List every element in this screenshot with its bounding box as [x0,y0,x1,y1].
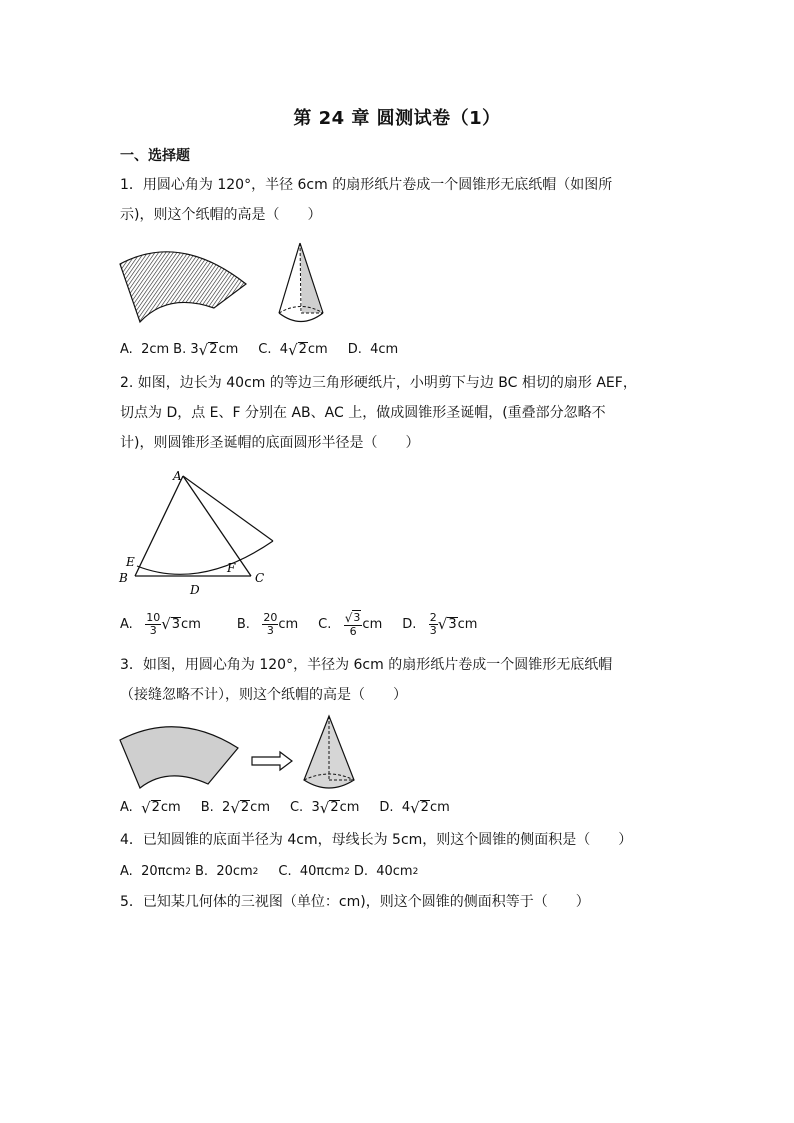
q3-sector-figure [118,718,243,790]
q5-text-line-1: 5．已知某几何体的三视图（单位：cm)，则这个圆锥的侧面积等于（ ） [120,894,590,910]
option-unit: cm [181,616,201,632]
q2-option-c[interactable] [318,610,382,638]
label-f: F [227,561,236,575]
option-value: 40cm [376,864,413,879]
q2-options [120,610,477,638]
exponent: 2 [185,866,191,877]
option-label: A. [120,800,133,815]
option-coef: 2 [222,800,231,815]
q2-triangle-figure [115,466,280,598]
q4-text-line-1: 4．已知圆锥的底面半径为 4cm，母线长为 5cm，则这个圆锥的侧面积是（ ） [120,832,633,848]
option-unit: cm [457,616,478,632]
q2-option-a[interactable] [120,612,201,637]
option-unit: cm [160,800,181,815]
fraction: $\frac{2}{3}$ [429,610,437,637]
q1-option-c[interactable] [258,342,327,357]
q4-options [120,864,418,879]
option-label: C. [258,342,272,357]
option-label: D. [353,864,368,879]
q2-text-line-2: 切点为 D，点 E、F 分别在 AB、AC 上，做成圆锥形圣诞帽，(重叠部分忽略不 [120,405,606,421]
sqrt-symbol: √ 2 [141,798,160,817]
option-label: A. [120,342,133,357]
sqrt-symbol: √ 3 [344,610,361,625]
option-label: B. [194,864,209,879]
q3-text-line-1: 3．如图，用圆心角为 120°，半径为 6cm 的扇形纸片卷成一个圆锥形无底纸帽 [120,657,613,673]
fraction: $\frac{10}{3}$ [146,610,161,637]
label-c: C [255,571,265,585]
q1-sector-figure [118,242,253,327]
q2-text-line-3: 计)，则圆锥形圣诞帽的底面圆形半径是（ ） [120,435,420,451]
option-label: C. [278,864,292,879]
q2-option-b[interactable] [237,612,298,637]
arrow-right-icon [250,750,294,772]
exponent: 2 [412,866,419,877]
q2-text-line-1: 2. 如图，边长为 40cm 的等边三角形硬纸片，小明剪下与边 BC 相切的扇形 AEF， [120,375,637,391]
sqrt-symbol: √ 2 [230,798,250,817]
option-value: 4cm [370,342,399,357]
q3-cone-figure [298,712,360,798]
option-value: 20cm [216,864,253,879]
q3-option-d[interactable] [379,800,449,815]
q1-options [120,342,398,357]
option-label: B. [236,616,250,632]
label-d: D [190,583,200,597]
option-unit: cm [362,616,383,632]
option-label: D. [347,342,362,357]
option-label: A. [120,616,133,632]
q3-option-b[interactable] [201,800,270,815]
sqrt-symbol: √ 2 [410,798,429,817]
option-label: B. [173,342,187,357]
sqrt-symbol: √ 2 [198,340,218,359]
label-e: E [126,555,135,569]
option-label: C. [318,616,332,632]
option-value: 2cm [141,342,170,357]
label-b: B [119,571,128,585]
q1-text-line-1: 1．用圆心角为 120°，半径 6cm 的扇形纸片卷成一个圆锥形无底纸帽（如图所 [120,177,613,193]
option-coef: 4 [401,800,411,815]
sqrt-symbol: √ 2 [319,798,339,817]
q1-option-b[interactable] [173,342,238,357]
sqrt-symbol: √ 3 [161,615,181,633]
label-a: A [173,469,182,483]
option-label: A. [120,864,133,879]
option-coef: 3 [190,342,199,357]
q4-option-a[interactable] [120,864,191,879]
option-label: B. [200,800,214,815]
option-unit: cm [429,800,450,815]
fraction: $\frac{20}{3}$ [263,610,278,637]
q1-text-line-2: 示)，则这个纸帽的高是（ ） [120,207,322,223]
section-heading: 一、选择题 [120,148,190,164]
q3-option-c[interactable] [290,800,359,815]
option-unit: cm [250,800,270,815]
option-label: D. [379,800,394,815]
option-value: 20πcm [141,864,186,879]
option-unit: cm [307,342,328,357]
option-unit: cm [278,616,299,632]
q3-option-a[interactable] [120,800,181,815]
option-coef: 4 [279,342,289,357]
exponent: 2 [252,866,259,877]
option-unit: cm [218,342,239,357]
option-label: D. [402,616,417,632]
q1-option-d[interactable] [348,342,399,357]
q1-option-a[interactable] [120,342,169,357]
q3-text-line-2: （接缝忽略不计），则这个纸帽的高是（ ） [120,687,407,703]
option-label: C. [289,800,304,815]
sqrt-symbol: √ 2 [288,340,307,359]
sqrt-symbol: √ 3 [437,615,457,633]
option-unit: cm [339,800,360,815]
fraction: √ 3 6 [344,610,361,638]
option-value: 40πcm [299,864,345,879]
q4-option-b[interactable] [195,864,258,879]
q2-option-d[interactable] [402,612,477,637]
page-title: 第 24 章 圆测试卷（1） [293,108,501,129]
q3-options [120,800,450,815]
option-coef: 3 [311,800,320,815]
q4-option-c[interactable] [278,864,349,879]
q4-option-d[interactable] [354,864,419,879]
exponent: 2 [344,866,350,877]
q1-cone-figure [272,240,332,330]
